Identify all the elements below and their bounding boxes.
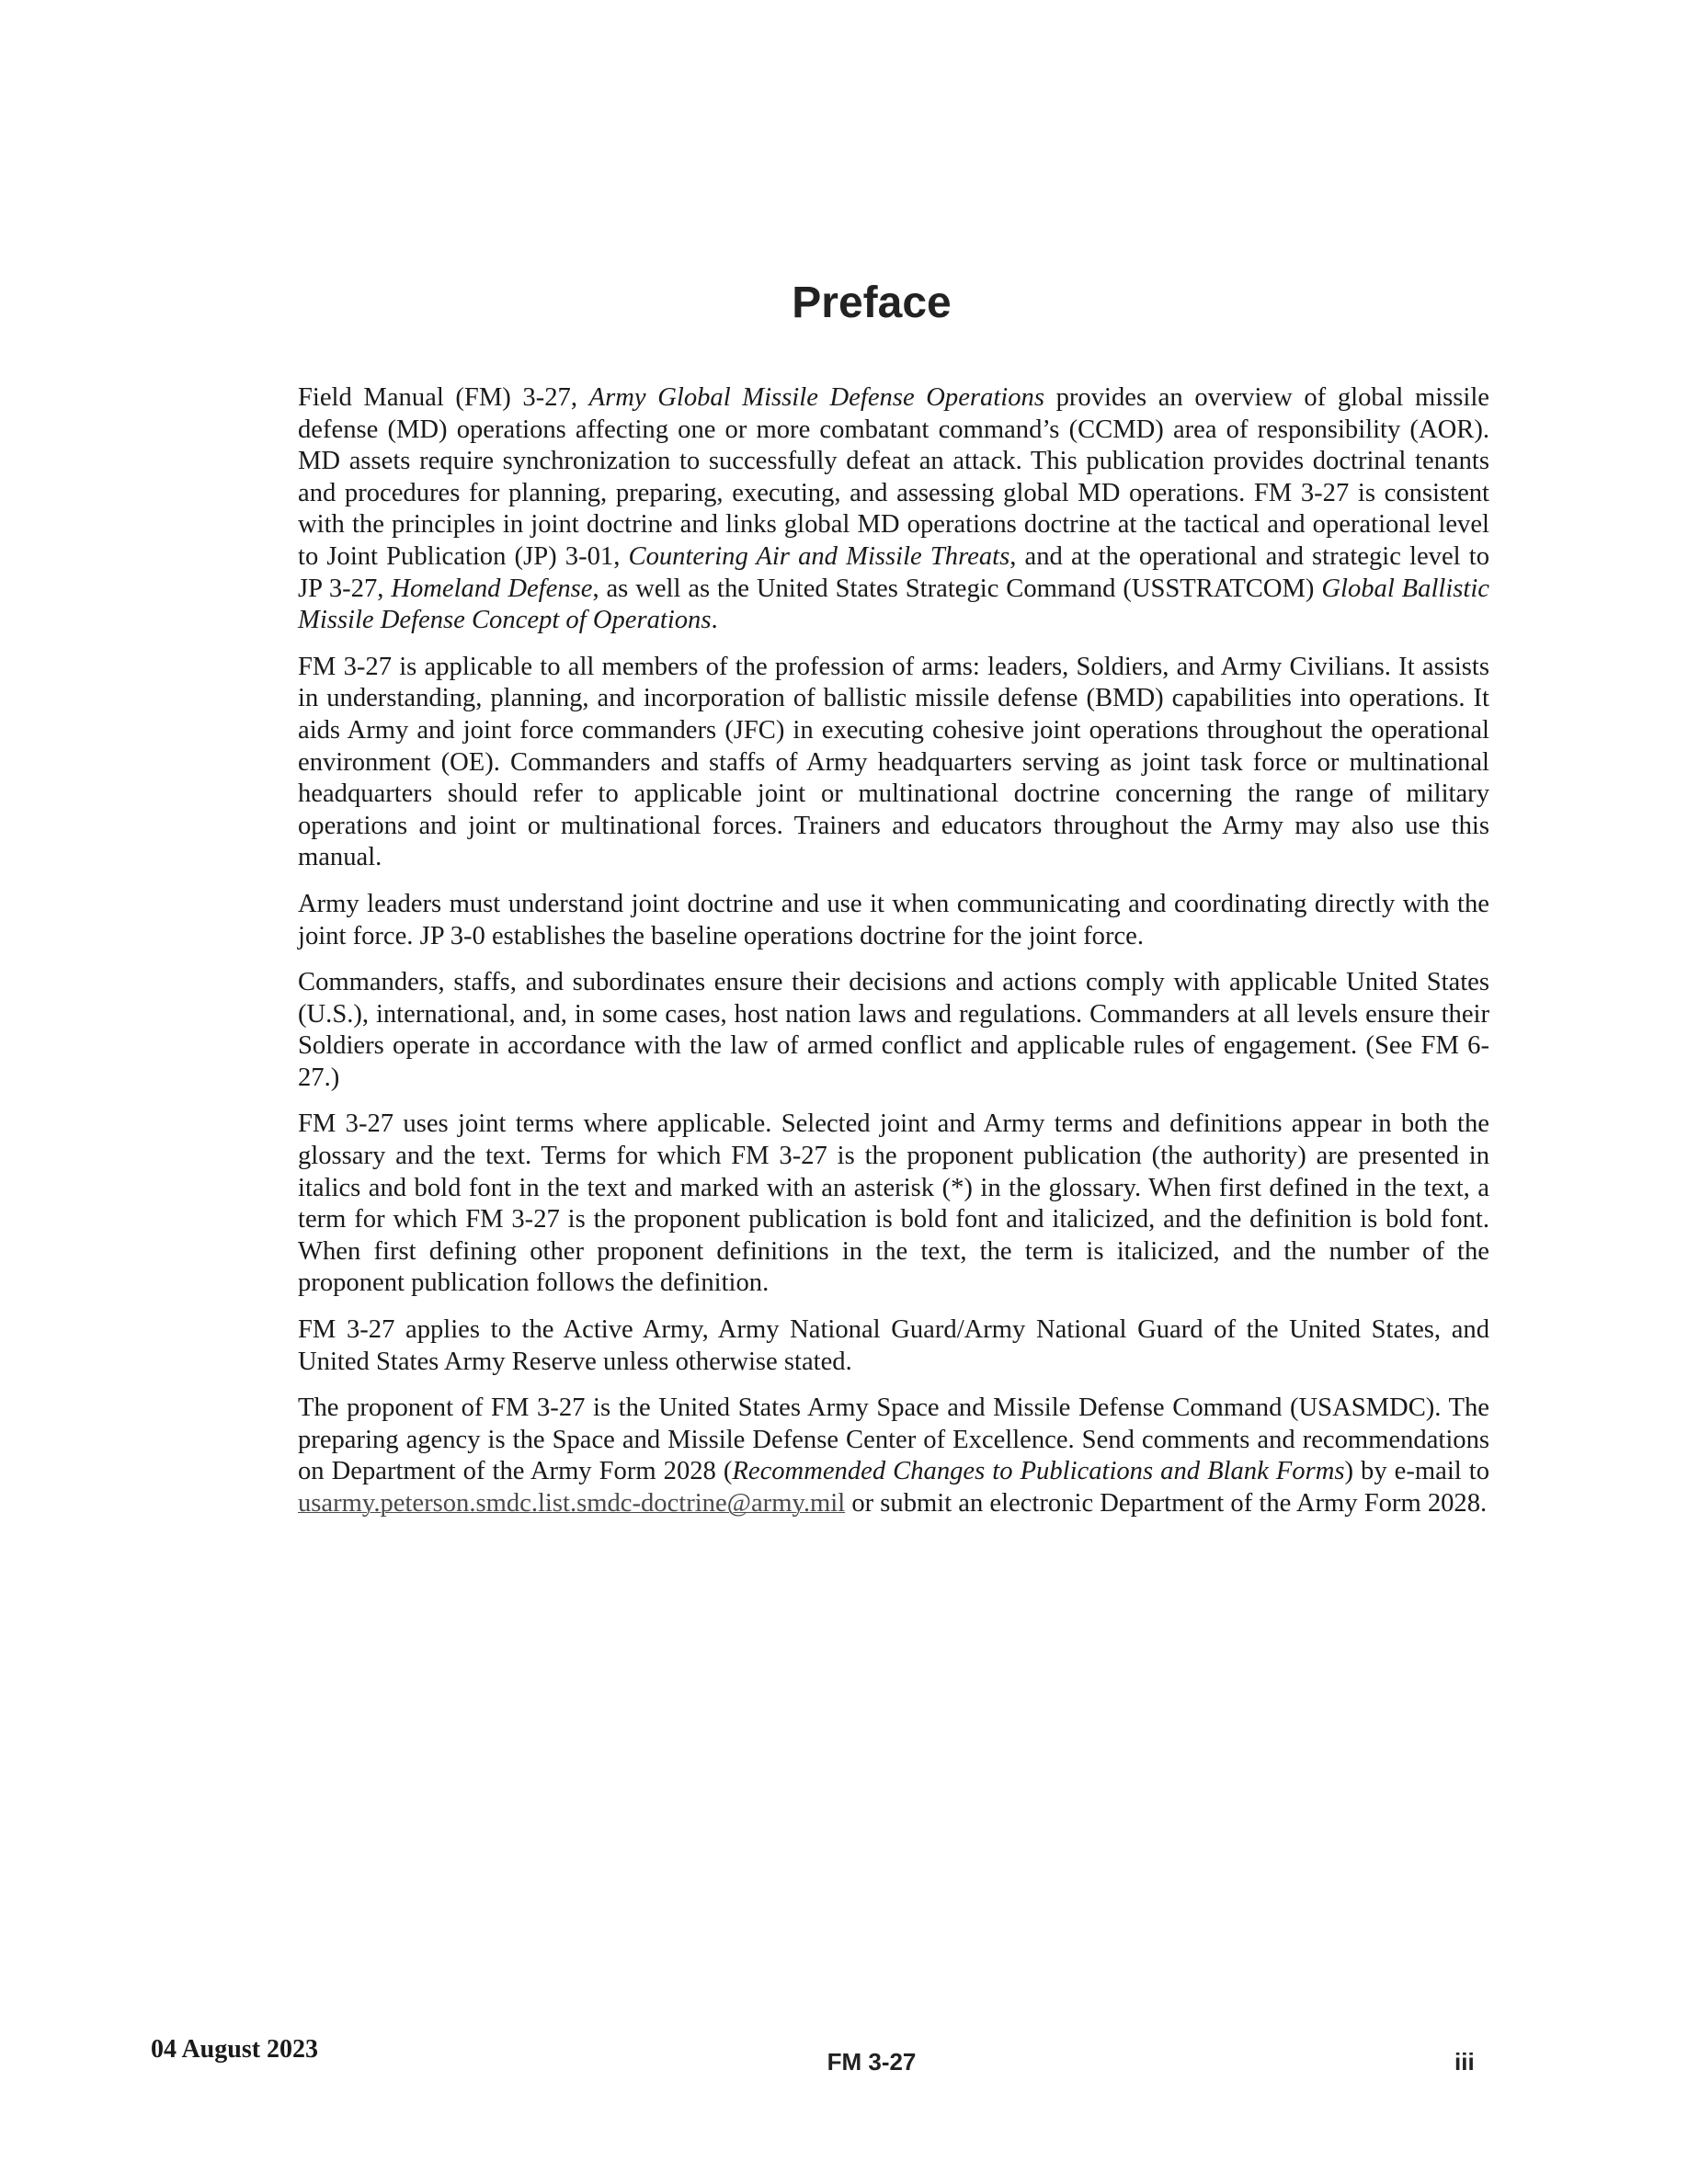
paragraph-applicability: FM 3-27 is applicable to all members of the profession of arms: leaders, Soldiers, and Army Civilians. It assists in understanding, planning, and incorporation of ballistic missile defense (BMD) capabilities into operations. It aids Army and joint force commanders (JFC) in executing cohesive joint operations throughout the operational environment (OE). Commanders and staffs of Army headquarters serving as joint task force or multinational headquarters should refer to applicable joint or multinational doctrine concerning the range of military operations and joint or multinational forces. Trainers and educators throughout the Army may also use this manual. <box>298 652 1489 872</box>
publication-title: Global Ballistic Missile Defense Concept of Operations <box>298 574 1489 635</box>
footer-page-number: iii <box>1454 2048 1475 2076</box>
paragraph-legal-compliance: Commanders, staffs, and subordinates ensure their decisions and actions comply with applicable United States (U.S.), international, and, in some cases, host nation laws and regulations. Commanders at all levels ensure their Soldiers operate in accordance with the law of armed conflict and applicable rules of engagement. (See FM 6-27.) <box>298 968 1489 1092</box>
paragraph-proponent <box>298 1393 1489 1519</box>
page-title: Preface <box>792 279 952 327</box>
paragraph-text: The proponent of FM 3-27 is the United States Army Space and Missile Defense Command (USASMDC). The preparing agency is the Space and Missile Defense Center of Excellence. Send comments and recommendations on Department of the Army Form 2028 ( <box>298 1393 1489 1486</box>
paragraph-text: , and at the operational and strategic level to JP 3-27, <box>298 541 1489 603</box>
publication-title: Army Global Missile Defense Operations <box>588 383 1044 412</box>
publication-title: Homeland Defense <box>391 574 593 603</box>
paragraph-text: provides an overview of global missile defense (MD) operations affecting one or more combatant command’s (CCMD) area of responsibility (AOR). MD assets require synchronization to successfully defeat an attack. This publication provides doctrinal tenants and procedures for planning, preparing, executing, and assessing global MD operations. FM 3-27 is consistent with the principles in joint doctrine and links global MD operations doctrine at the tactical and operational level to Joint Publication (JP) 3-01, <box>298 383 1489 571</box>
paragraph-text: or submit an electronic Department of the Army Form 2028. <box>845 1489 1488 1518</box>
email-link[interactable]: usarmy.peterson.smdc.list.smdc-doctrine@army.mil <box>298 1489 846 1518</box>
form-title: Recommended Changes to Publications and Blank Forms <box>732 1457 1345 1486</box>
paragraph-intro <box>298 382 1489 637</box>
paragraph-text: ) by e-mail to <box>1344 1457 1489 1486</box>
paragraph-text: . <box>711 606 718 635</box>
document-body <box>298 382 1489 1520</box>
publication-title: Countering Air and Missile Threats <box>628 541 1010 571</box>
paragraph-text: , as well as the United States Strategic Command (USSTRATCOM) <box>592 574 1322 603</box>
paragraph-terminology: FM 3-27 uses joint terms where applicable. Selected joint and Army terms and definitions appear in both the glossary and the text. Terms for which FM 3-27 is the proponent publication (the authority) are presented in italics and bold font in the text and marked with an asterisk (*) in the glossary. When first defined in the text, a term for which FM 3-27 is the proponent publication is bold font and italicized, and the definition is bold font. When first defining other proponent definitions in the text, the term is italicized, and the number of the proponent publication follows the definition. <box>298 1109 1489 1298</box>
footer-date: 04 August 2023 <box>151 2035 319 2064</box>
paragraph-components: FM 3-27 applies to the Active Army, Army National Guard/Army National Guard of the United States, and United States Army Reserve unless otherwise stated. <box>298 1315 1489 1376</box>
paragraph-text: Field Manual (FM) 3-27, <box>298 383 589 412</box>
paragraph-joint-doctrine: Army leaders must understand joint doctrine and use it when communicating and coordinating directly with the joint force. JP 3-0 establishes the baseline operations doctrine for the joint force. <box>298 889 1489 950</box>
footer-publication-code: FM 3-27 <box>827 2048 917 2076</box>
page-footer <box>0 2030 1688 2085</box>
